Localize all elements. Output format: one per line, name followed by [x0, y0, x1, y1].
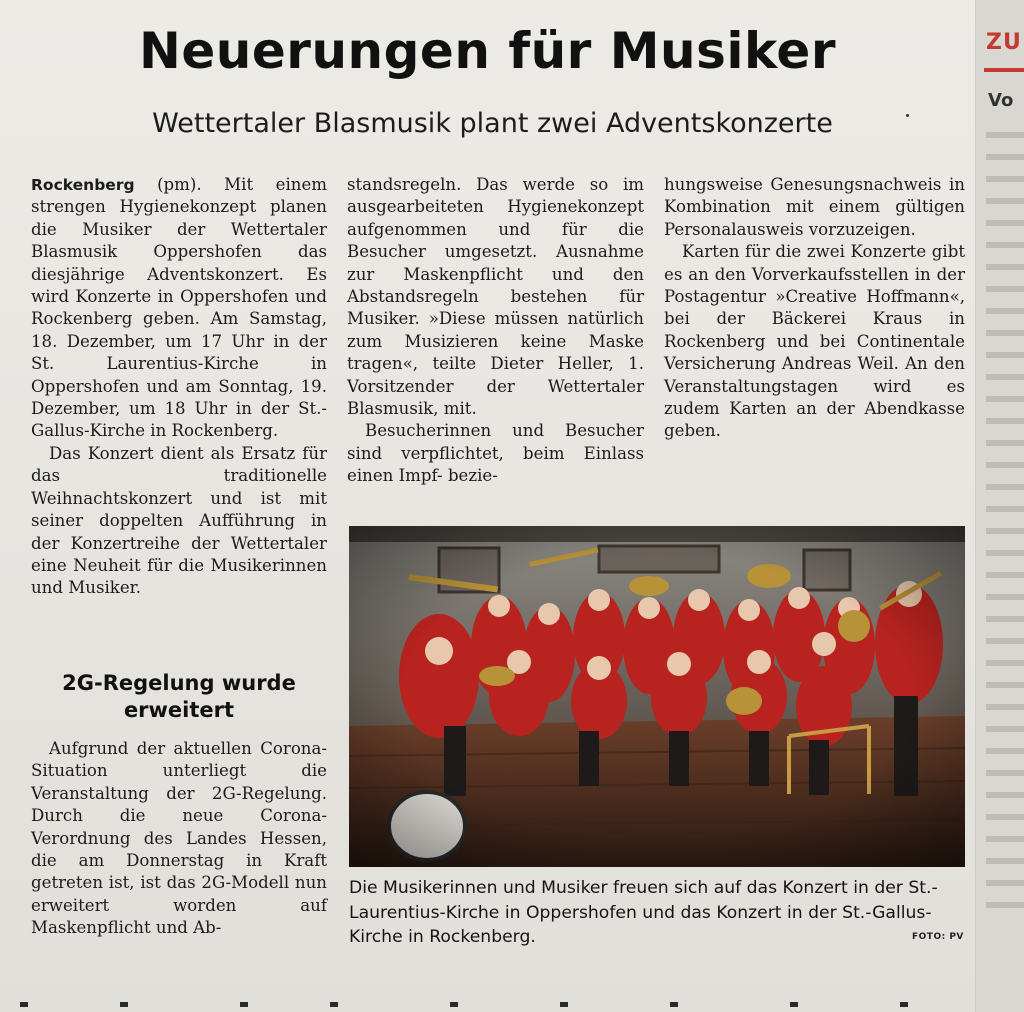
- photo-caption: Die Musikerinnen und Musiker freuen sich auf das Konzert in der St.-Laurentius-Kirche in Oppershofen und das Konzert in der St.-Gallus-Kirche in Rockenberg.: [349, 878, 938, 947]
- adjacent-red-rule: [984, 68, 1024, 72]
- dateline: Rockenberg: [31, 176, 135, 194]
- subheadline: Wettertaler Blasmusik plant zwei Adventskonzerte: [152, 108, 833, 139]
- paragraph-vaccination-proof: hungsweise Genesungsnachweis in Kombination mit einem gültigen Personalausweis vorzuzeigen.: [664, 175, 965, 239]
- print-edge-marks: [0, 996, 975, 1012]
- paragraph-visitors: Besucherinnen und Besucher sind verpflichtet, beim Einlass einen Impf- bezie-: [347, 421, 644, 486]
- adjacent-heading-fragment: ZU: [986, 30, 1022, 55]
- paragraph-2g-rule: Aufgrund der aktuellen Corona-Situation unterliegt die Veranstaltung der 2G-Regelung. Durch die neue Corona-Verordnung des Landes Hessen, die am Donnerstag in Kraft getreten ist, ist das 2G-Modell nun erweitert worden auf Maskenpflicht und Ab-: [31, 739, 327, 938]
- intro-text: (pm). Mit einem strengen Hygienekonzept planen die Musiker der Wettertaler Blasmusik Oppershofen das diesjährige Adventskonzert. Es wird Konzerte in Oppershofen und Rockenberg geben. Am Samstag, 18. Dezember, um 17 Uhr in der St. Laurentius-Kirche in Oppershofen und am Sonntag, 19. Dezember, um 18 Uhr in der St.-Gallus-Kirche in Rockenberg.: [31, 175, 328, 441]
- photo-credit: FOTO: PV: [912, 932, 964, 942]
- article-column-3: [664, 174, 965, 443]
- article-column-1: [31, 174, 327, 600]
- print-speck: [906, 114, 909, 117]
- headline: Neuerungen für Musiker: [139, 22, 836, 80]
- section-heading: 2G-Regelung wurde erweitert: [62, 671, 296, 722]
- article-column-2: [347, 174, 644, 488]
- adjacent-text-lines: [986, 132, 1024, 924]
- band-photo: [349, 526, 965, 867]
- paragraph-concert-replacement: Das Konzert dient als Ersatz für das traditionelle Weihnachtskonzert und ist mit seiner doppelten Aufführung in der Konzertreihe der Wettertaler eine Neuheit für die Musikerinnen und Musiker.: [31, 443, 327, 598]
- intro-paragraph: [31, 174, 327, 443]
- paragraph-tickets: Karten für die zwei Konzerte gibt es an den Vorverkaufsstellen in der Postagentur »Creative Hoffmann«, bei der Bäckerei Kraus in Rockenberg und bei Continentale Versicherung Andreas Weil. An den Veranstaltungstagen wird es zudem Karten an der Abendkasse geben.: [664, 242, 965, 441]
- band-photo-illustration: [349, 526, 965, 867]
- paragraph-distance-rules: standsregeln. Das werde so im ausgearbeiteten Hygienekonzept aufgenommen und für die Besucher umgesetzt. Ausnahme zur Maskenpflicht und den Abstandsregeln bestehen für Musiker. »Diese müssen natürlich zum Musizieren keine Maske tragen«, teilte Dieter Heller, 1. Vorsitzender der Wettertaler Blasmusik, mit.: [347, 175, 644, 419]
- article-column-1-lower: [31, 738, 327, 940]
- adjacent-article-fragment: [975, 0, 1024, 1012]
- adjacent-subheading-fragment: Vo: [988, 90, 1014, 111]
